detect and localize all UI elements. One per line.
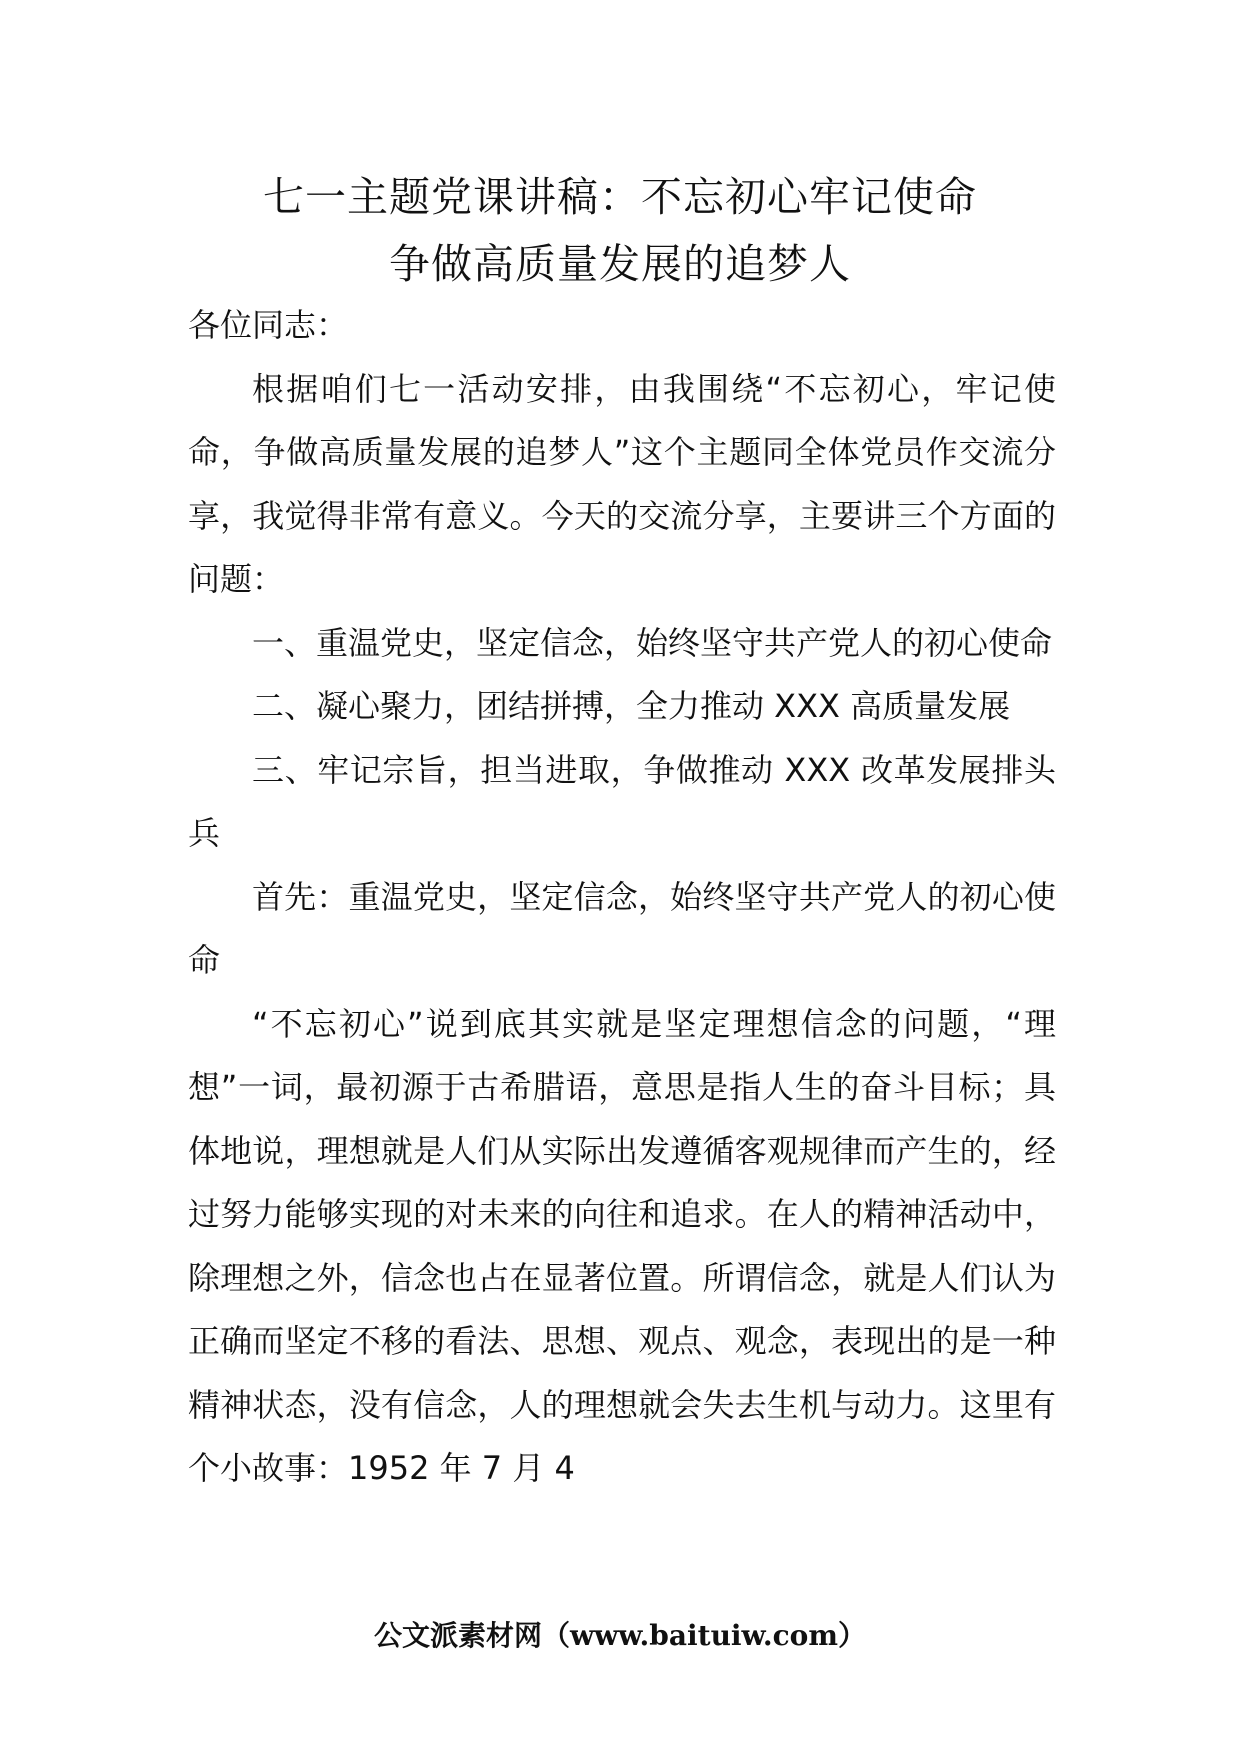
document-title-line-1: 七一主题党课讲稿：不忘初心牢记使命: [263, 173, 977, 221]
section-heading-first: 首先：重温党史，坚定信念，始终坚守共产党人的初心使命: [188, 877, 1056, 979]
page-footer-watermark: 公文派素材网（www.baituiw.com）: [374, 1619, 866, 1652]
document-body: [188, 294, 1056, 1501]
paragraph-ideals: “不忘初心”说到底其实就是坚定理想信念的问题，“理想”一词，最初源于古希腊语，意思是指人生的奋斗目标；具体地说，理想就是人们从实际出发遵循客观规律而产生的，经过努力能够实现的对未来的向往和追求。在人的精神活动中，除理想之外，信念也占在显著位置。所谓信念，就是人们认为正确而坚定不移的看法、思想、观点、观念，表现出的是一种精神状态，没有信念，人的理想就会失去生机与动力。这里有个小故事：1952 年 7 月 4: [188, 1004, 1056, 1487]
document-title-line-2: 争做高质量发展的追梦人: [389, 240, 851, 288]
outline-item-3: 三、牢记宗旨，担当进取，争做推动 XXX 改革发展排头兵: [188, 750, 1056, 852]
outline-item-1: 一、重温党史，坚定信念，始终坚守共产党人的初心使命: [252, 623, 1053, 662]
outline-item-2: 二、凝心聚力，团结拼搏，全力推动 XXX 高质量发展: [252, 687, 1011, 725]
paragraph-intro: 根据咱们七一活动安排，由我围绕“不忘初心，牢记使命，争做高质量发展的追梦人”这个主题同全体党员作交流分享，我觉得非常有意义。今天的交流分享，主要讲三个方面的问题：: [188, 369, 1056, 598]
greeting: 各位同志：: [188, 306, 349, 344]
